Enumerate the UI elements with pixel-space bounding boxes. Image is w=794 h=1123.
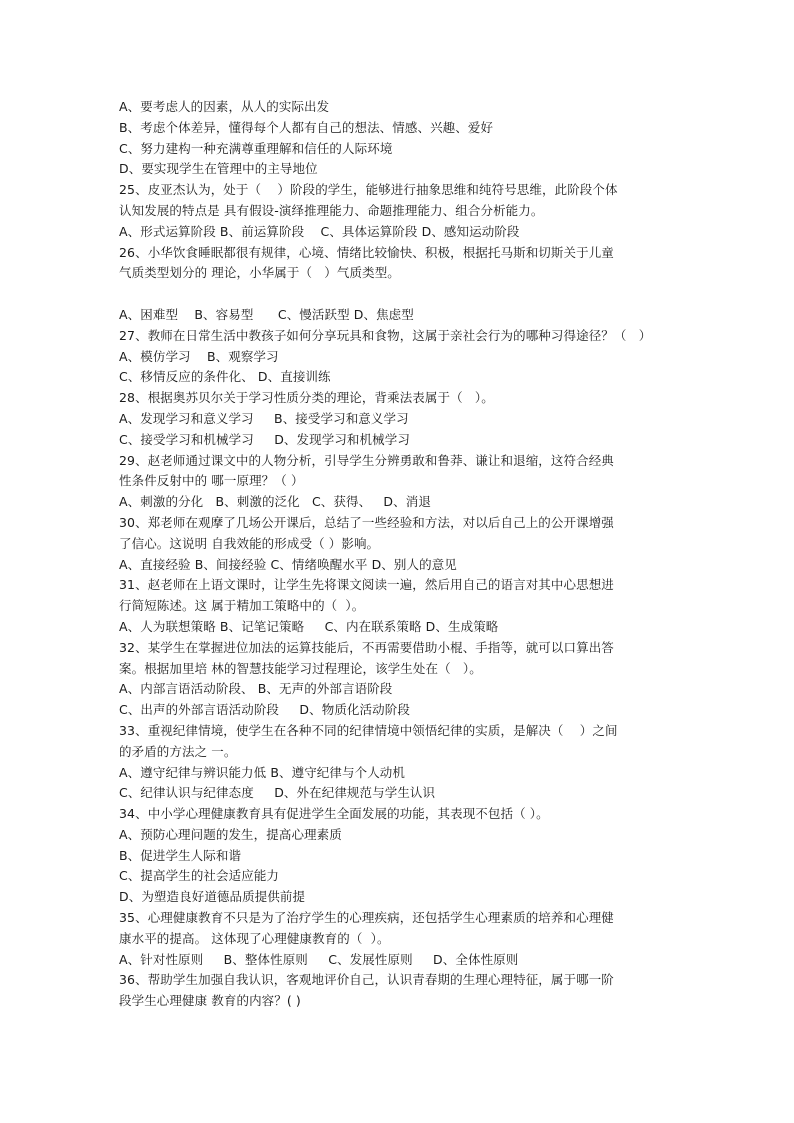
text-line: 26、小华饮食睡眠都很有规律，心境、情绪比较愉快、积极，根据托马斯和切斯关于儿童 (119, 244, 614, 260)
text-line: A、内部言语活动阶段、 B、无声的外部言语阶段 (119, 681, 393, 697)
text-line: C、接受学习和机械学习 D、发现学习和机械学习 (119, 431, 410, 447)
text-line: 28、根据奥苏贝尔关于学习性质分类的理论，背乘法表属于（ ）。 (119, 390, 494, 406)
text-line: A、发现学习和意义学习 B、接受学习和意义学习 (119, 410, 409, 426)
text-line: 31、赵老师在上语文课时，让学生先将课文阅读一遍，然后用自己的语言对其中心思想进 (119, 577, 614, 593)
text-line: C、纪律认识与纪律态度 D、外在纪律规范与学生认识 (119, 785, 436, 801)
text-line: 案。根据加里培 林的智慧技能学习过程理论，该学生处在（ ）。 (119, 660, 482, 676)
text-line: A、针对性原则 B、整体性原则 C、发展性原则 D、全体性原则 (119, 951, 519, 967)
text-line: C、移情反应的条件化、 D、直接训练 (119, 369, 331, 385)
text-line: D、为塑造良好道德品质提供前提 (119, 889, 306, 905)
text-line: D、要实现学生在管理中的主导地位 (119, 161, 318, 177)
text-line: 25、皮亚杰认为，处于（ ）阶段的学生，能够进行抽象思维和纯符号思维，此阶段个体 (119, 182, 618, 198)
text-line: A、模仿学习 B、观察学习 (119, 348, 279, 364)
text-line: A、遵守纪律与辨识能力低 B、遵守纪律与个人动机 (119, 764, 406, 780)
text-line: A、要考虑人的因素，从人的实际出发 (119, 99, 330, 114)
text-line (119, 284, 709, 305)
text-line: C、努力建构一种充满尊重理解和信任的人际环境 (119, 140, 393, 156)
text-line: 的矛盾的方法之 一。 (119, 743, 237, 759)
text-line: A、形式运算阶段 B、前运算阶段 C、具体运算阶段 D、感知运动阶段 (119, 223, 520, 239)
text-line: 康水平的提高。 这体现了心理健康教育的（ ）。 (119, 930, 390, 946)
text-line: 36、帮助学生加强自我认识，客观地评价自己，认识青春期的生理心理特征，属于哪一阶 (119, 972, 614, 988)
text-line: A、刺激的分化 B、刺激的泛化 C、获得、 D、消退 (119, 494, 431, 510)
text-line: A、困难型 B、容易型 C、慢活跃型 D、焦虑型 (119, 306, 414, 322)
text-line: C、出声的外部言语活动阶段 D、物质化活动阶段 (119, 702, 410, 718)
text-line: 33、重视纪律情境，使学生在各种不同的纪律情境中领悟纪律的实质，是解决（ ）之间 (119, 722, 618, 738)
text-line: 段学生心理健康 教育的内容？( ) (119, 993, 301, 1009)
text-line: 32、某学生在掌握进位加法的运算技能后，不再需要借助小棍、手指等，就可以口算出答 (119, 639, 614, 655)
document-page (119, 97, 709, 1012)
text-line: A、预防心理问题的发生，提高心理素质 (119, 826, 342, 842)
text-line: 34、中小学心理健康教育具有促进学生全面发展的功能，其表现不包括（ ）。 (119, 806, 549, 822)
text-line: 30、郑老师在观摩了几场公开课后，总结了一些经验和方法，对以后自己上的公开课增强 (119, 514, 614, 530)
text-line: A、直接经验 B、间接经验 C、情绪唤醒水平 D、别人的意见 (119, 556, 457, 572)
text-line: 性条件反射中的 哪一原理？（ ） (119, 473, 304, 489)
text-line: 认知发展的特点是 具有假设-演绎推理能力、命题推理能力、组合分析能力。 (119, 202, 544, 218)
text-line: 27、教师在日常生活中教孩子如何分享玩具和食物，这属于亲社会行为的哪种习得途径？（ ） (119, 327, 652, 343)
text-line: B、促进学生人际和谐 (119, 847, 242, 863)
text-line: 35、心理健康教育不只是为了治疗学生的心理疾病，还包括学生心理素质的培养和心理健 (119, 910, 614, 926)
text-line: 29、赵老师通过课文中的人物分析，引导学生分辨勇敢和鲁莽、谦让和退缩，这符合经典 (119, 452, 614, 468)
text-line: A、人为联想策略 B、记笔记策略 C、内在联系策略 D、生成策略 (119, 618, 499, 634)
text-line: C、提高学生的社会适应能力 (119, 868, 280, 884)
text-line: 气质类型划分的 理论，小华属于（ ）气质类型。 (119, 265, 400, 281)
text-line: 了信心。这说明 自我效能的形成受（ ）影响。 (119, 535, 380, 551)
text-line: 行简短陈述。这 属于精加工策略中的（ ）。 (119, 598, 365, 614)
text-line: B、考虑个体差异，懂得每个人都有自己的想法、情感、兴趣、爱好 (119, 119, 494, 135)
